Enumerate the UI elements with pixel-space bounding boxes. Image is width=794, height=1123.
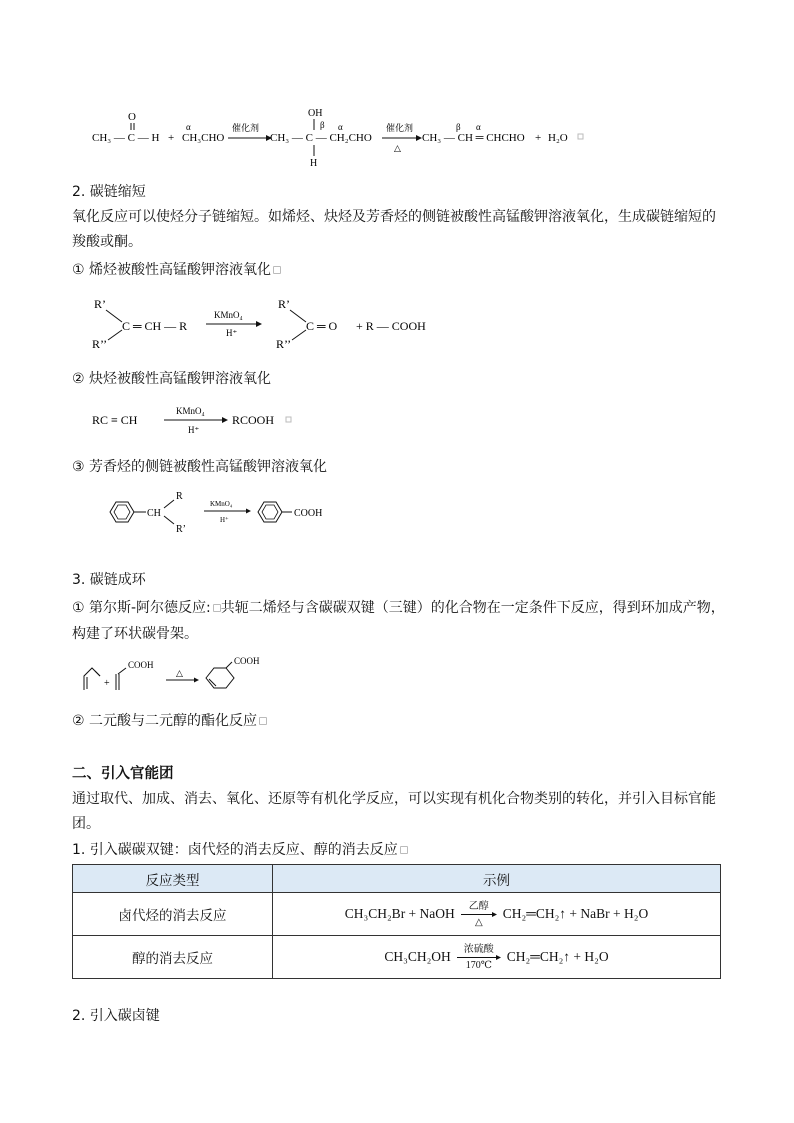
list-item: ① 烯烃被酸性高锰酸钾溶液氧化 — [72, 258, 281, 282]
kmno4-label: KMnO₄ — [210, 500, 233, 508]
beta-label: β — [320, 120, 325, 130]
heat-symbol: △ — [176, 668, 183, 678]
carboxylic-acid: RCOOH — [232, 413, 275, 427]
marker-icon — [259, 717, 267, 725]
catalyst-label: 催化剂 — [232, 123, 260, 133]
alkene-oxidation-equation — [88, 292, 448, 356]
section-carbon-shortening-title: 2. 碳链缩短 — [72, 184, 146, 200]
marker-icon — [213, 604, 221, 612]
kmno4-label: KMnO₄ — [214, 310, 243, 320]
list-item: ① 第尔斯-阿尔德反应: 共轭二烯烃与含碳碳双键（三键）的化合物在一定条件下反应，得到环加成产物， — [72, 600, 725, 616]
beta-label-2: β — [456, 122, 461, 132]
table-header: 反应类型 — [73, 865, 273, 893]
r-prime: R’ — [94, 297, 106, 311]
aldol-product: CH₃ — C — CH₂CHO — [270, 132, 372, 144]
section-paragraph: 氧化反应可以使烃分子链缩短。如烯烃、炔烃及芳香烃的侧链被酸性高锰酸钾溶液氧化，生成碳链缩短的 — [72, 209, 716, 225]
alkene-core: C ═ CH — R — [122, 319, 188, 333]
reaction-example: CH₃CH₂OH 浓硫酸 170℃ CH₂═CH₂↑ + H₂O — [273, 936, 721, 979]
cooh-product: COOH — [234, 656, 260, 666]
oh-label: OH — [308, 108, 323, 119]
alkyne-oxidation-equation — [92, 402, 312, 438]
acid-product: + R — COOH — [356, 319, 426, 333]
crotonaldehyde: CH₃ — CH ═ CHCHO — [422, 132, 525, 144]
subsection-title: 1. 引入碳碳双键：卤代烃的消去反应、醇的消去反应 — [72, 838, 408, 862]
alpha-label-3: α — [476, 122, 481, 132]
h-label: H — [310, 158, 318, 169]
ketone-core: C ═ O — [306, 319, 338, 333]
cooh-group: COOH — [294, 508, 323, 519]
catalyst-label-2: 催化剂 — [386, 123, 414, 133]
r-prime-product: R’ — [278, 297, 290, 311]
list-item: ③ 芳香烃的侧链被酸性高锰酸钾溶液氧化 — [72, 459, 327, 475]
water: H₂O — [548, 132, 568, 144]
heat-symbol: △ — [394, 143, 401, 153]
marker-icon — [273, 266, 281, 274]
reaction-example: CH₃CH₂Br + NaOH 乙醇 △ CH₂═CH₂↑ + NaBr + H₂O — [273, 893, 721, 936]
h-plus-label: H⁺ — [188, 425, 200, 435]
plus-sign-2: + — [535, 132, 542, 144]
acetaldehyde: CH₃ — C — H — [92, 132, 160, 144]
table-row — [73, 893, 721, 936]
aromatic-oxidation-equation — [104, 488, 344, 536]
section-title-functional-groups: 二、引入官能团 — [72, 766, 174, 782]
alkyne: RC ≡ CH — [92, 413, 138, 427]
section-paragraph: 团。 — [72, 816, 100, 832]
h-plus-label: H⁺ — [220, 516, 229, 524]
diels-alder-equation — [78, 654, 278, 700]
marker-icon — [400, 846, 408, 854]
reaction-table — [72, 864, 721, 979]
cooh-reactant: COOH — [128, 660, 154, 670]
acetaldehyde-2: CH₃CHO — [182, 132, 225, 144]
carbonyl-o: O — [128, 111, 136, 123]
reaction-type: 卤代烃的消去反应 — [73, 893, 273, 936]
section-ring-formation-title: 3. 碳链成环 — [72, 572, 146, 588]
plus-sign: + — [168, 132, 175, 144]
alpha-label-2: α — [338, 122, 343, 132]
aldol-equation — [88, 100, 608, 172]
r-double-prime-product: R’’ — [276, 337, 292, 351]
section-paragraph: 通过取代、加成、消去、氧化、还原等有机化学反应，可以实现有机化合物类别的转化，并引入目标官能 — [72, 791, 716, 807]
subsection-title: 2. 引入碳卤键 — [72, 1008, 160, 1024]
r-group: R — [176, 491, 183, 502]
list-item: ② 二元酸与二元醇的酯化反应 — [72, 709, 267, 733]
reaction-type: 醇的消去反应 — [73, 936, 273, 979]
h-plus-label: H⁺ — [226, 328, 238, 338]
section-paragraph: 羧酸或酮。 — [72, 234, 142, 250]
section-paragraph: 构建了环状碳骨架。 — [72, 626, 198, 642]
list-item: ② 炔烃被酸性高锰酸钾溶液氧化 — [72, 371, 272, 387]
cyclohexene-ring — [206, 668, 234, 688]
alpha-label: α — [186, 122, 191, 132]
plus-sign: + — [104, 678, 110, 689]
table-header-row — [73, 865, 721, 893]
ch-group: CH — [147, 508, 161, 519]
kmno4-label: KMnO₄ — [176, 406, 205, 416]
table-row — [73, 936, 721, 979]
r-prime-group: R’ — [176, 524, 186, 535]
table-header: 示例 — [273, 865, 721, 893]
r-double-prime: R’’ — [92, 337, 108, 351]
